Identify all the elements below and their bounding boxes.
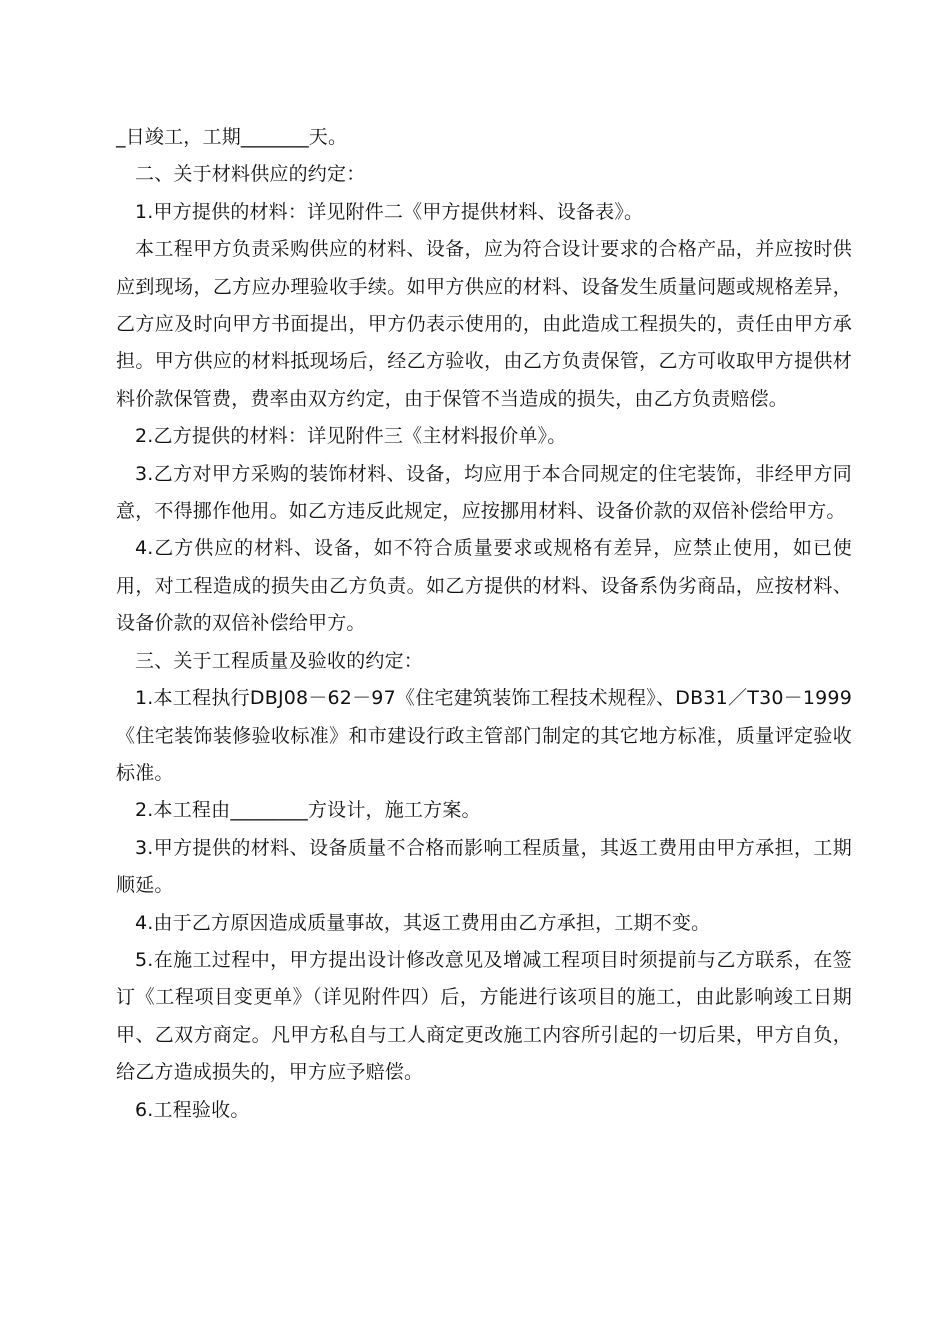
paragraph-duration: _日竣工，工期_______天。	[116, 126, 348, 148]
clause-party-b-materials: 2.乙方提供的材料：详见附件三《主材料报价单》。	[135, 425, 567, 448]
clause-acceptance: 6.工程验收。	[135, 1098, 250, 1121]
clause-standards: 1.本工程执行DBJ08－62－97《住宅建筑装饰工程技术规程》、DB31／T30－1999《住宅装饰装修验收标准》和市建设行政主管部门制定的其它地方标准，质量评定验收标准。	[116, 687, 852, 784]
clause-party-a-quality: 3.甲方提供的材料、设备质量不合格而影响工程质量，其返工费用由甲方承担，工期顺延。	[116, 836, 852, 897]
document-body	[116, 119, 852, 1129]
paragraph-party-a-procurement: 本工程甲方负责采购供应的材料、设备，应为符合设计要求的合格产品，并应按时供应到现场，乙方应办理验收手续。如甲方供应的材料、设备发生质量问题或规格差异，乙方应及时向甲方书面提出，甲方仍表示使用的，由此造成工程损失的，责任由甲方承担。甲方供应的材料抵现场后，经乙方验收，由乙方负责保管，乙方可收取甲方提供材料价款保管费，费率由双方约定，由于保管不当造成的损失，由乙方负责赔偿。	[116, 238, 852, 410]
heading-quality-acceptance: 三、关于工程质量及验收的约定：	[135, 649, 424, 672]
clause-design-changes: 5.在施工过程中，甲方提出设计修改意见及增减工程项目时须提前与乙方联系，在签订《工程项目变更单》（详见附件四）后，方能进行该项目的施工，由此影响竣工日期甲、乙双方商定。凡甲方私自与工人商定更改施工内容所引起的一切后果，甲方自负，给乙方造成损失的，甲方应予赔偿。	[116, 948, 852, 1084]
heading-material-supply: 二、关于材料供应的约定：	[135, 163, 366, 186]
clause-party-a-materials: 1.甲方提供的材料：详见附件二《甲方提供材料、设备表》。	[135, 200, 644, 223]
clause-design-party: 2.本工程由________方设计，施工方案。	[135, 799, 481, 822]
clause-party-b-quality: 4.由于乙方原因造成质量事故，其返工费用由乙方承担，工期不变。	[135, 911, 711, 934]
clause-misappropriation: 3.乙方对甲方采购的装饰材料、设备，均应用于本合同规定的住宅装饰，非经甲方同意，不得挪作他用。如乙方违反此规定，应按挪用材料、设备价款的双倍补偿给甲方。	[116, 462, 852, 523]
clause-nonconforming-materials: 4.乙方供应的材料、设备，如不符合质量要求或规格有差异，应禁止使用，如已使用，对工程造成的损失由乙方负责。如乙方提供的材料、设备系伪劣商品，应按材料、设备价款的双倍补偿给甲方。	[116, 537, 852, 635]
